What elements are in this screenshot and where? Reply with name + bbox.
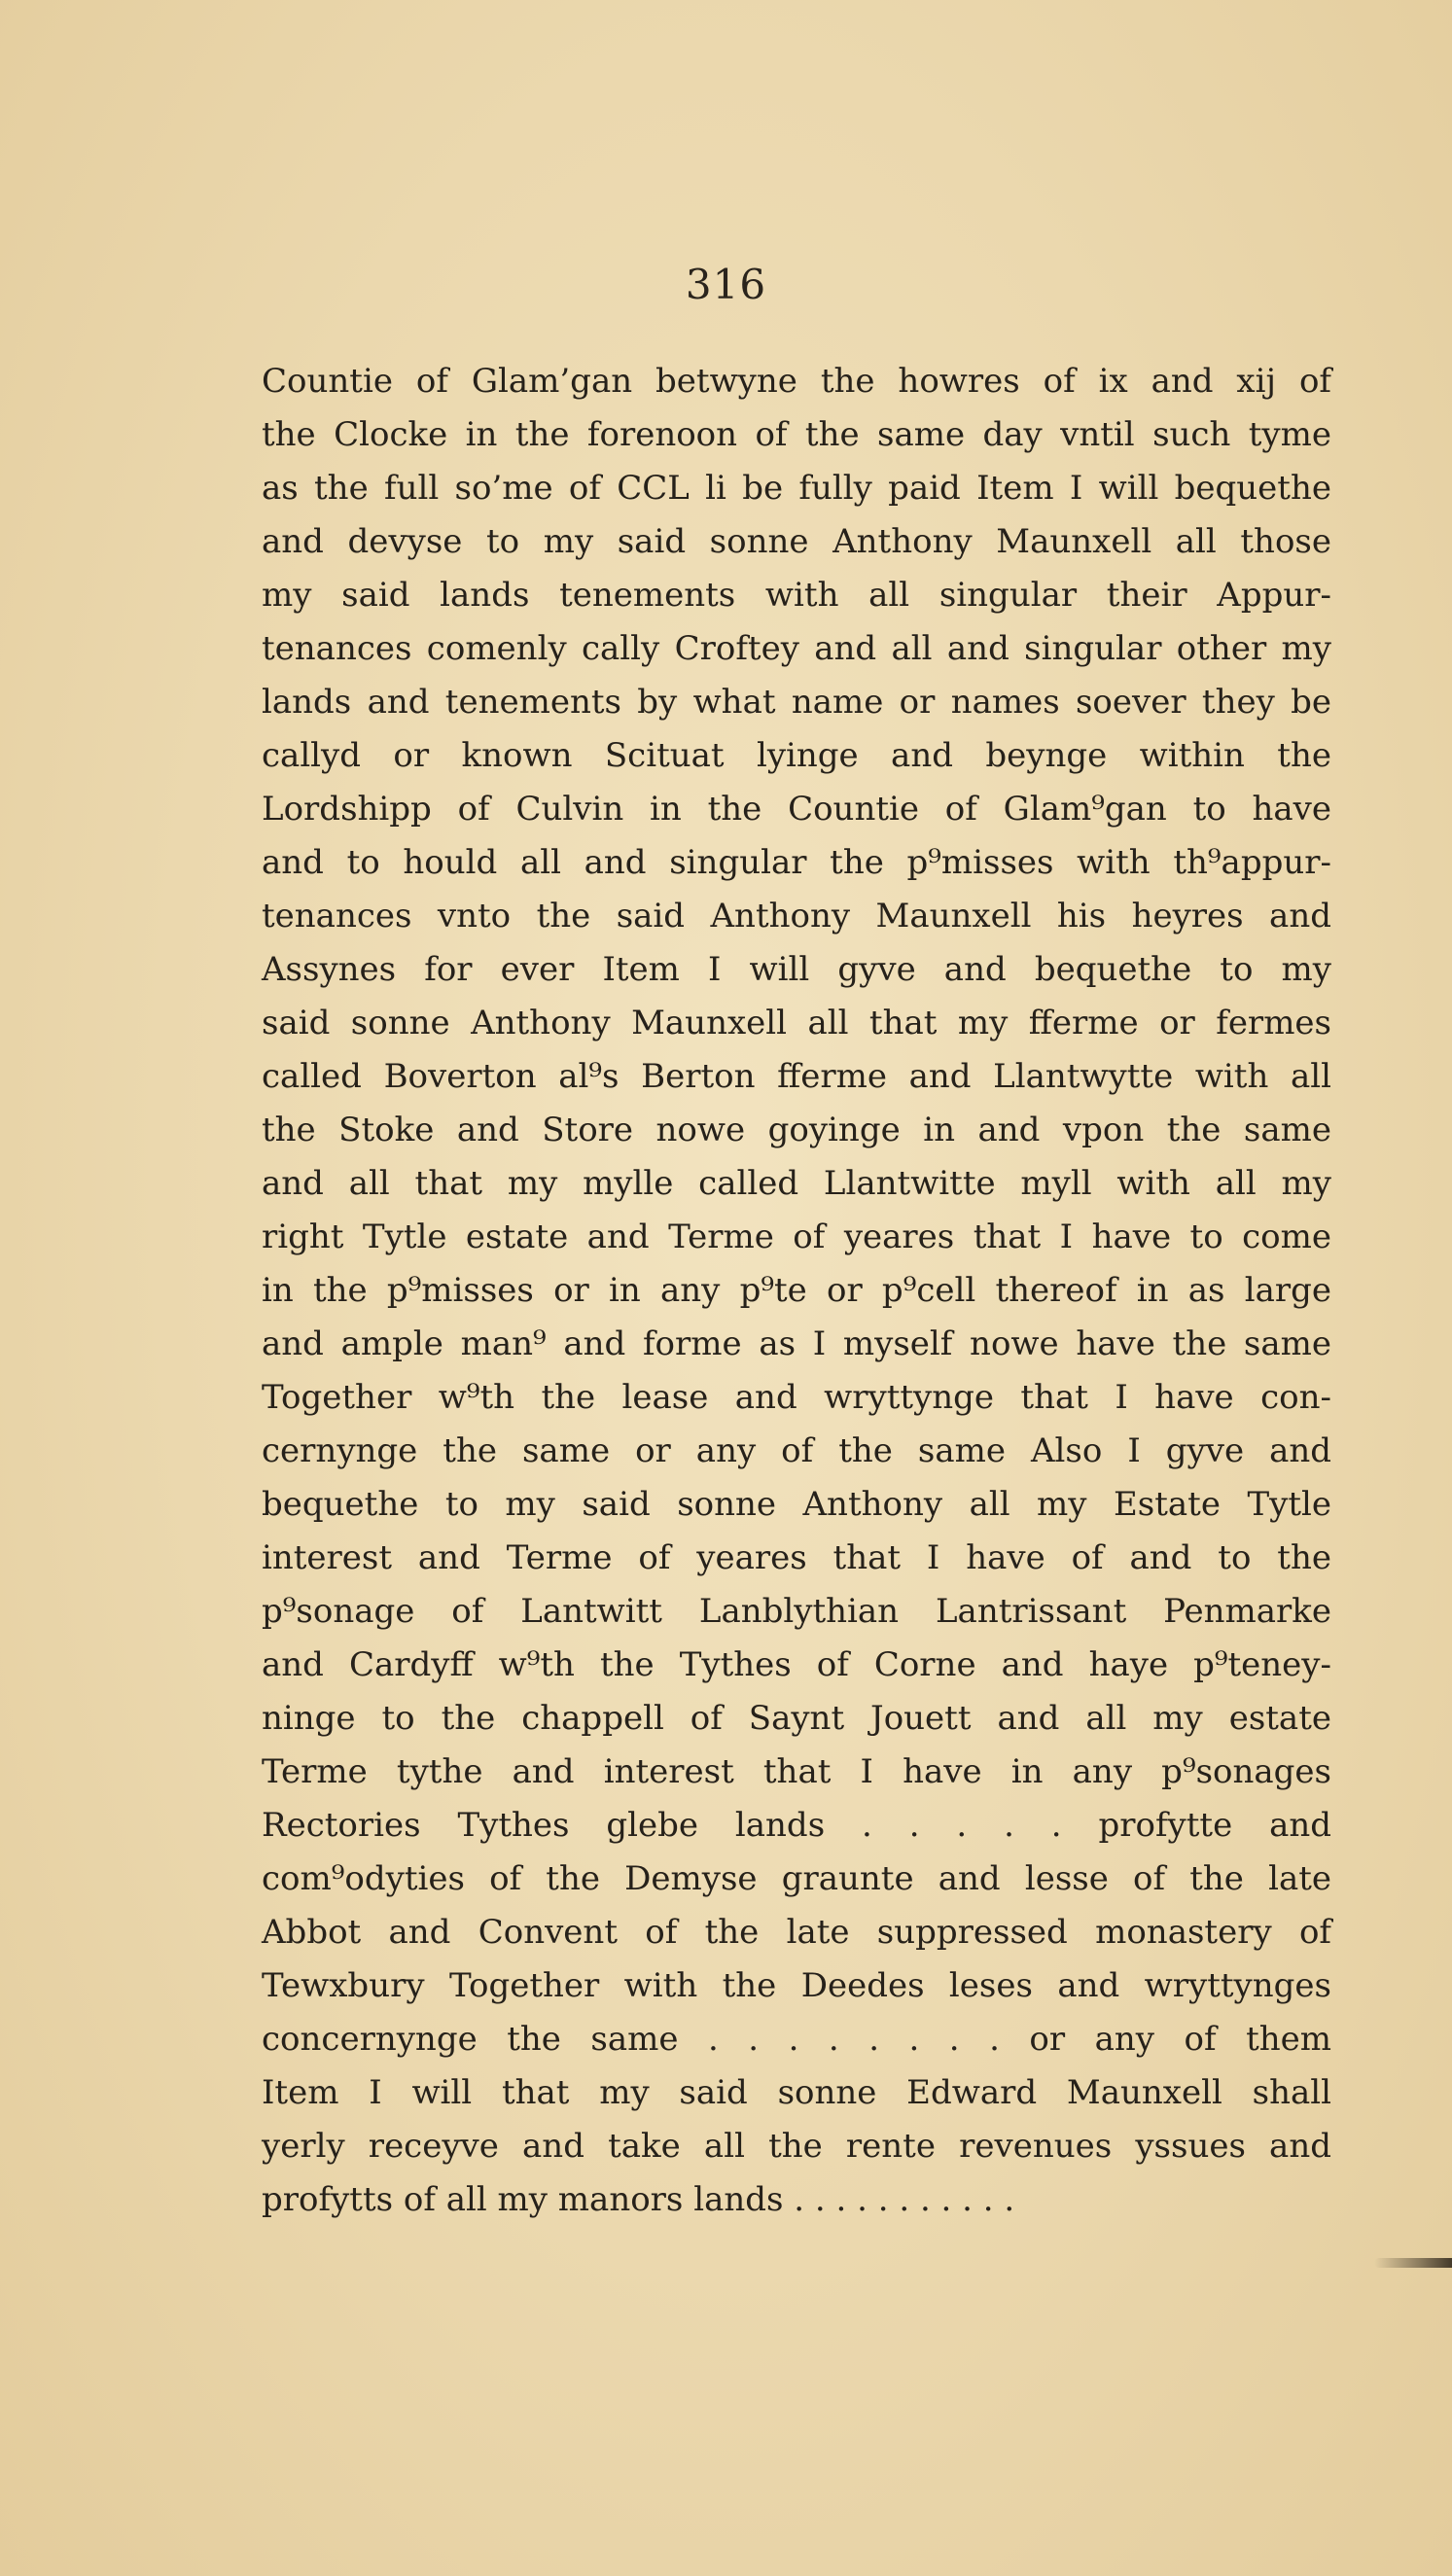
text-line: cernynge the same or any of the same Also I gyve and [262,1431,1331,1470]
text-line: and Cardyff w⁹th the Tythes of Corne and haye p⁹teney- [262,1645,1331,1684]
text-line: Lordshipp of Culvin in the Countie of Glam⁹gan to have [262,790,1331,829]
text-line: profytts of all my manors lands . . . . . . . . . . . [262,2180,1015,2219]
text-line: Countie of Glam’gan betwyne the howres of ix and xij of [262,362,1331,401]
text-line: my said lands tenements with all singular their Appur- [262,576,1331,615]
text-line: in the p⁹misses or in any p⁹te or p⁹cell thereof in as large [262,1271,1331,1310]
text-line: and ample man⁹ and forme as I myself nowe have the same [262,1324,1331,1363]
text-line: called Boverton al⁹s Berton fferme and Llantwytte with all [262,1057,1331,1096]
text-line: said sonne Anthony Maunxell all that my fferme or fermes [262,1004,1331,1042]
text-line: Terme tythe and interest that I have in any p⁹sonages [262,1752,1331,1791]
text-line: right Tytle estate and Terme of yeares that I have to come [262,1217,1331,1256]
page-edge-mark [1374,2258,1452,2268]
text-line: tenances comenly cally Croftey and all and singular other my [262,629,1331,668]
text-line: as the full so’me of CCL li be fully paid Item I will bequethe [262,469,1331,508]
text-line: lands and tenements by what name or names soever they be [262,683,1331,722]
text-line: p⁹sonage of Lantwitt Lanblythian Lantrissant Penmarke [262,1592,1331,1631]
text-line: tenances vnto the said Anthony Maunxell his heyres and [262,897,1331,935]
body-text [262,355,1331,2227]
text-line: the Stoke and Store nowe goyinge in and vpon the same [262,1111,1331,1149]
text-line: bequethe to my said sonne Anthony all my Estate Tytle [262,1485,1331,1524]
text-line: Together w⁹th the lease and wryttynge that I have con- [262,1378,1331,1417]
text-line: com⁹odyties of the Demyse graunte and lesse of the late [262,1859,1331,1898]
text-line: interest and Terme of yeares that I have of and to the [262,1538,1331,1577]
text-line: Rectories Tythes glebe lands . . . . . profytte and [262,1806,1331,1845]
text-line: Item I will that my said sonne Edward Maunxell shall [262,2073,1331,2112]
text-line: yerly receyve and take all the rente revenues yssues and [262,2127,1331,2166]
text-line: and devyse to my said sonne Anthony Maunxell all those [262,522,1331,561]
text-line: callyd or known Scituat lyinge and beynge within the [262,736,1331,775]
text-line: Assynes for ever Item I will gyve and bequethe to my [262,950,1331,989]
text-line: the Clocke in the forenoon of the same day vntil such tyme [262,415,1331,454]
text-line: Abbot and Convent of the late suppressed monastery of [262,1913,1331,1952]
text-line: and to hould all and singular the p⁹misses with th⁹appur- [262,843,1331,882]
page-number: 316 [685,261,767,308]
text-line: concernynge the same . . . . . . . . or any of them [262,2020,1331,2059]
text-line: ninge to the chappell of Saynt Jouett and all my estate [262,1699,1331,1738]
text-line: Tewxbury Together with the Deedes leses and wryttynges [262,1966,1331,2005]
text-line: and all that my mylle called Llantwitte myll with all my [262,1164,1331,1203]
